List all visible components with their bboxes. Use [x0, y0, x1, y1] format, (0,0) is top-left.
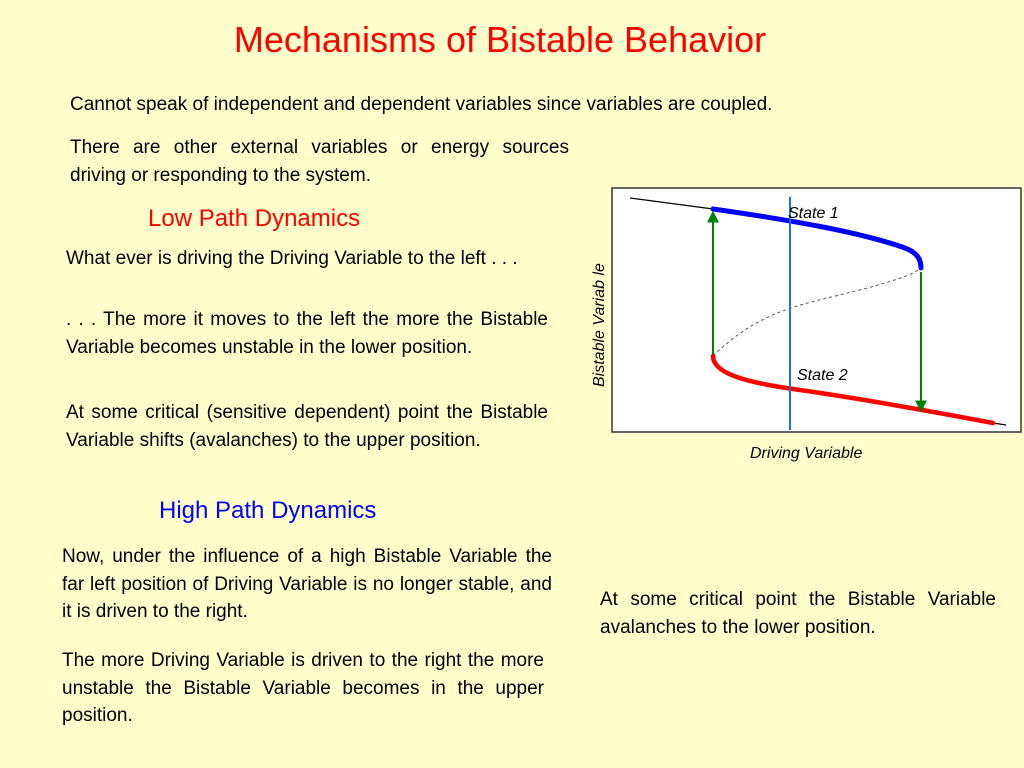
- state-2-label: State 2: [797, 367, 848, 384]
- high-path-paragraph-1: Now, under the influence of a high Bistable Variable the far left position of Driving Variable is no longer stable, and it is driven to the right.: [62, 546, 552, 622]
- high-path-heading: High Path Dynamics: [159, 497, 377, 524]
- high-path-paragraph-2: The more Driving Variable is driven to the right the more unstable the Bistable Variable becomes in the upper position.: [62, 650, 544, 726]
- x-axis-label: Driving Variable: [750, 445, 863, 462]
- low-path-paragraph-2: . . . The more it moves to the left the more the Bistable Variable becomes unstable in the lower position.: [66, 309, 548, 358]
- low-path-heading: Low Path Dynamics: [148, 205, 361, 232]
- page-title: Mechanisms of Bistable Behavior: [233, 19, 767, 60]
- intro-line-1: Cannot speak of independent and dependent variables since variables are coupled.: [70, 94, 773, 115]
- low-path-paragraph-3: At some critical (sensitive dependent) point the Bistable Variable shifts (avalanches) to the upper position.: [66, 402, 548, 451]
- intro-line-2: There are other external variables or energy sources driving or responding to the system.: [70, 137, 569, 186]
- y-axis-label: Bistable Variab le: [591, 263, 608, 387]
- low-path-paragraph-1: What ever is driving the Driving Variable to the left . . .: [66, 248, 518, 269]
- state-1-label: State 1: [788, 205, 839, 222]
- right-caption: At some critical point the Bistable Variable avalanches to the lower position.: [600, 589, 996, 638]
